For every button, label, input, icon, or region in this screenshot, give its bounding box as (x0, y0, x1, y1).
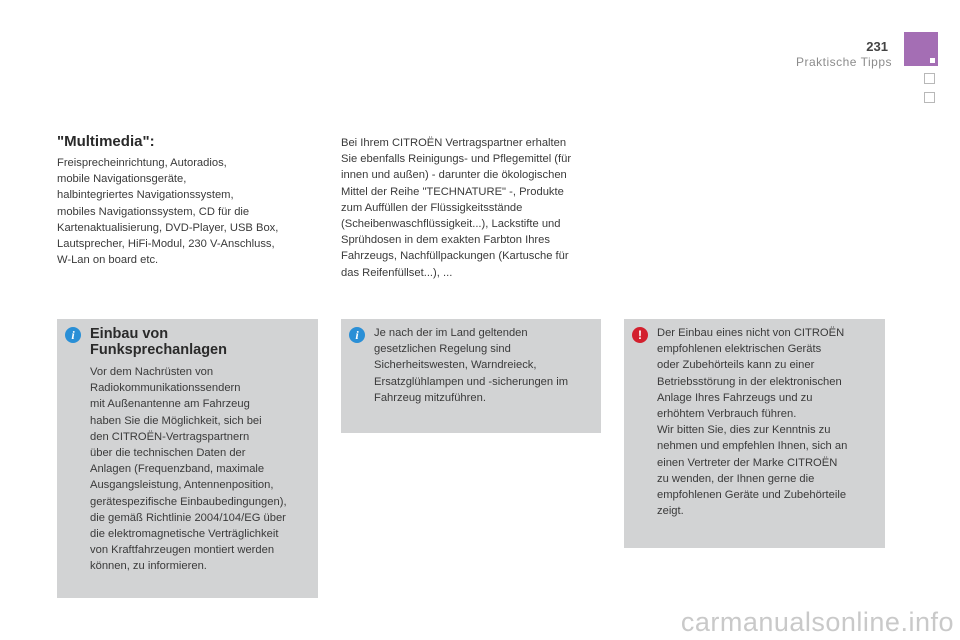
warning-line: erhöhtem Verbrauch führen. (657, 408, 797, 421)
tab-marker-dot (930, 58, 935, 63)
radio-line: Ausgangsleistung, Antennenposition, (90, 479, 274, 492)
legal-line: Je nach der im Land geltenden (374, 327, 528, 339)
warning-box (624, 319, 885, 548)
radio-installation-text (90, 364, 315, 575)
multimedia-heading: "Multimedia": (57, 133, 155, 150)
radio-line: gerätespezifische Einbaubedingungen), (90, 495, 287, 508)
legal-line: gesetzlichen Regelung sind (374, 343, 511, 356)
warning-line: Betriebsstörung in der elektronischen (657, 375, 842, 388)
partner-line: Fahrzeugs, Nachfüllpackungen (Kartusche für (341, 250, 569, 263)
partner-line: Sprühdosen in dem exakten Farbton Ihres (341, 234, 550, 247)
radio-line: Radiokommunikationssendern (90, 382, 241, 395)
page-number: 231 (866, 39, 888, 54)
legal-equipment-text (374, 325, 596, 406)
partner-line: zum Auffüllen der Flüssigkeitsstände (341, 201, 523, 214)
radio-line: haben Sie die Möglichkeit, sich bei (90, 414, 262, 427)
warning-line: zeigt. (657, 505, 684, 518)
radio-line: Vor dem Nachrüsten von (90, 366, 214, 378)
heading-line: Einbau von (90, 326, 169, 342)
radio-line: Anlagen (Frequenzband, maximale (90, 463, 265, 476)
warning-line: oder Zubehörteils kann zu einer (657, 359, 815, 372)
section-tab-empty-2 (924, 92, 935, 103)
warning-line: Wir bitten Sie, dies zur Kenntnis zu (657, 424, 831, 437)
section-tab-empty-1 (924, 73, 935, 84)
partner-products-text (341, 135, 603, 281)
legal-line: Sicherheitswesten, Warndreieck, (374, 359, 537, 372)
multimedia-line: mobile Navigationsgeräte, (57, 173, 187, 186)
radio-installation-heading (90, 326, 305, 358)
multimedia-line: Lautsprecher, HiFi-Modul, 230 V-Anschluss, (57, 238, 275, 251)
radio-line: die elektromagnetische Verträglichkeit (90, 528, 279, 541)
multimedia-line: Kartenaktualisierung, DVD-Player, USB Box, (57, 221, 279, 234)
warning-line: Anlage Ihres Fahrzeugs und zu (657, 391, 813, 404)
partner-line: (Scheibenwaschflüssigkeit...), Lackstifte und (341, 218, 561, 231)
watermark: carmanualsonline.info (680, 607, 954, 637)
partner-line: innen und außen) - darunter die ökologischen (341, 169, 567, 182)
legal-line: Ersatzglühlampen und -sicherungen im (374, 375, 569, 388)
multimedia-line: W-Lan on board etc. (57, 254, 159, 267)
info-icon: i (65, 327, 81, 343)
radio-line: die gemäß Richtlinie 2004/104/EG über (90, 511, 286, 524)
section-title: Praktische Tipps (795, 55, 892, 69)
radio-line: mit Außenantenne am Fahrzeug (90, 398, 250, 411)
heading-line: Funksprechanlagen (90, 342, 227, 358)
section-tab-marker (904, 32, 938, 66)
warning-line: Der Einbau eines nicht von CITROËN (657, 327, 845, 339)
radio-line: können, zu informieren. (90, 560, 207, 573)
partner-line: Mittel der Reihe "TECHNATURE" -, Produkte (341, 185, 564, 198)
partner-line: Bei Ihrem CITROËN Vertragspartner erhalten (341, 137, 567, 149)
legal-equipment-box (341, 319, 601, 433)
info-icon: i (349, 327, 365, 343)
legal-line: Fahrzeug mitzuführen. (374, 391, 486, 404)
warning-line: einen Vertreter der Marke CITROËN (657, 456, 838, 469)
warning-line: empfohlenen Geräte und Zubehörteile (657, 489, 847, 502)
radio-installation-box (57, 319, 318, 598)
radio-line: den CITROËN-Vertragspartnern (90, 430, 250, 443)
warning-line: empfohlenen elektrischen Geräts (657, 343, 822, 356)
multimedia-text (57, 155, 317, 268)
radio-line: von Kraftfahrzeugen montiert werden (90, 544, 275, 557)
partner-line: das Reifenfüllset...), ... (341, 266, 453, 279)
multimedia-line: halbintegriertes Navigationssystem, (57, 189, 234, 202)
warning-line: zu wenden, der Ihnen gerne die (657, 472, 815, 485)
radio-line: über die technischen Daten der (90, 447, 246, 460)
warning-line: nehmen und empfehlen Ihnen, sich an (657, 440, 848, 453)
warning-icon: ! (632, 327, 648, 343)
partner-line: Sie ebenfalls Reinigungs- und Pflegemittel (für (341, 153, 572, 166)
multimedia-line: mobiles Navigationssystem, CD für die (57, 205, 250, 218)
multimedia-line: Freisprecheinrichtung, Autoradios, (57, 157, 227, 169)
warning-text (657, 325, 881, 519)
